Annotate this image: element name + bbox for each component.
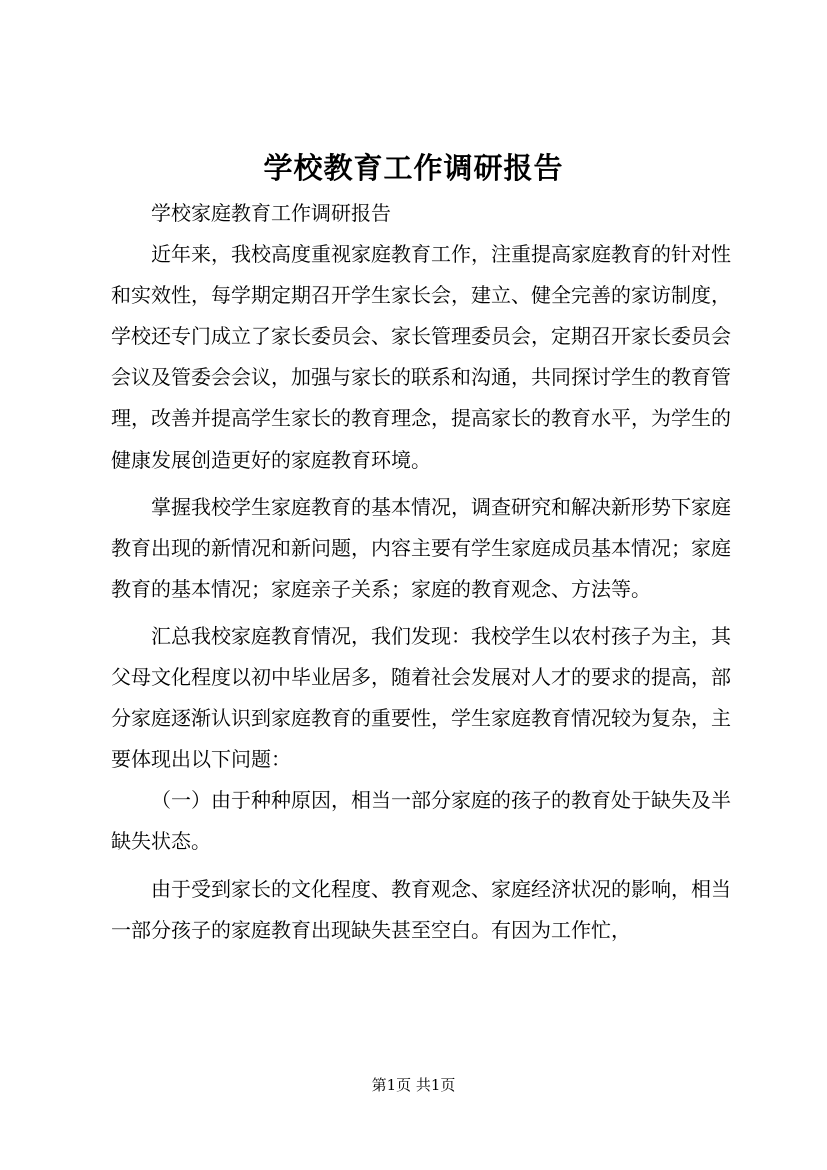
paragraph-issue-detail: 由于受到家长的文化程度、教育观念、家庭经济状况的影响，相当一部分孩子的家庭教育出现缺失甚至空白。有因为工作忙， xyxy=(111,876,731,942)
paragraph-findings: 汇总我校家庭教育情况，我们发现：我校学生以农村孩子为主，其父母文化程度以初中毕业居多，随着社会发展对人才的要求的提高，部分家庭逐渐认识到家庭教育的重要性，学生家庭教育情况较为复杂，主要体现出以下问题： xyxy=(111,623,731,772)
page-footer: 第1页 共1页 xyxy=(371,1076,456,1094)
paragraph-subtitle: 学校家庭教育工作调研报告 xyxy=(151,201,391,225)
paragraph-issue-one: （一）由于种种原因，相当一部分家庭的孩子的教育处于缺失及半缺失状态。 xyxy=(111,788,731,854)
paragraph-intro: 近年来，我校高度重视家庭教育工作，注重提高家庭教育的针对性和实效性，每学期定期召开学生家长会，建立、健全完善的家访制度，学校还专门成立了家长委员会、家长管理委员会，定期召开家长委员会会议及管委会会议，加强与家长的联系和沟通，共同探讨学生的教育管理，改善并提高学生家长的教育理念，提高家长的教育水平，为学生的健康发展创造更好的家庭教育环境。 xyxy=(111,242,731,472)
document-body xyxy=(111,193,731,951)
document-title: 学校教育工作调研报告 xyxy=(263,151,564,185)
paragraph-survey: 掌握我校学生家庭教育的基本情况，调查研究和解决新形势下家庭教育出现的新情况和新问题，内容主要有学生家庭成员基本情况；家庭教育的基本情况；家庭亲子关系；家庭的教育观念、方法等。 xyxy=(111,494,731,601)
